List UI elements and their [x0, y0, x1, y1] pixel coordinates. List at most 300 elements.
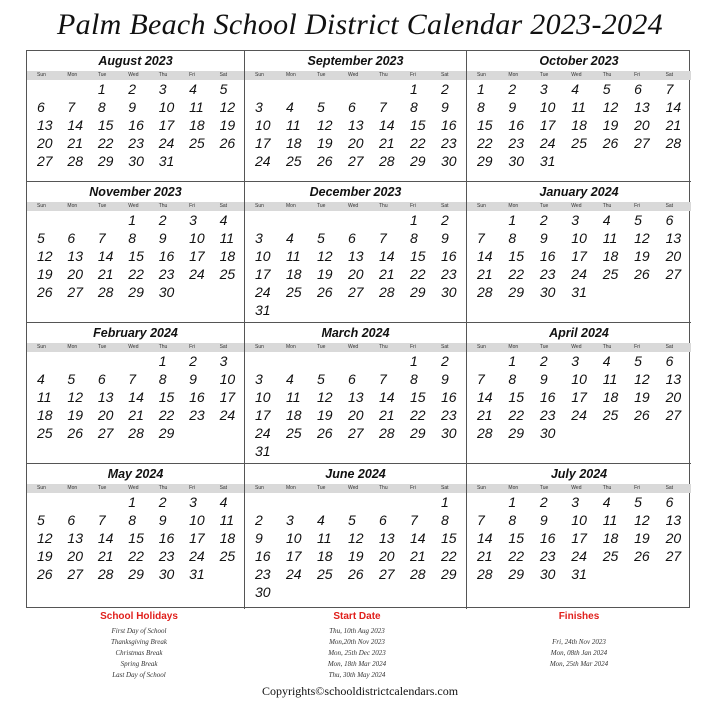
weekday-label: Mon [67, 344, 78, 350]
day-grid [245, 352, 466, 460]
day-cell: 22 [128, 548, 144, 564]
day-cell: 9 [441, 230, 449, 246]
day-grid [467, 80, 691, 170]
day-cell: 28 [128, 425, 144, 441]
day-cell: 19 [317, 135, 333, 151]
empty-day-cell [309, 493, 340, 511]
weekday-label: Fri [410, 485, 416, 491]
day-cell: 29 [410, 425, 426, 441]
day-cell: 14 [379, 248, 395, 264]
day-cell: 2 [128, 81, 137, 97]
weekday-label: Sat [219, 72, 228, 78]
weekday-label: Mon [508, 72, 519, 78]
calendar-grid [26, 50, 690, 608]
empty-day-cell [340, 352, 371, 370]
weekday-label: Sat [441, 203, 449, 209]
day-cell: 18 [219, 248, 236, 264]
day-cell: 4 [286, 230, 294, 246]
day-cell: 30 [158, 566, 175, 582]
holidays-column [64, 610, 214, 681]
day-cell: 17 [539, 117, 556, 133]
day-cell: 29 [508, 284, 524, 300]
day-cell: 2 [158, 212, 167, 228]
copyright: Copyrights©schooldistrictcalendars.com [261, 684, 459, 698]
start-date-item: Thu, 10th Aug 2023 [329, 627, 385, 635]
day-cell: 16 [539, 248, 556, 264]
day-cell: 16 [255, 548, 271, 564]
day-cell: 10 [539, 99, 556, 115]
month-title: December 2023 [309, 185, 402, 199]
day-cell: 16 [189, 389, 205, 405]
day-cell: 9 [441, 99, 449, 115]
weekday-label: Wed [571, 203, 582, 209]
day-cell: 4 [286, 99, 294, 115]
day-cell: 3 [571, 494, 580, 510]
day-cell: 30 [255, 584, 271, 600]
day-cell: 22 [410, 266, 426, 282]
day-cell: 14 [410, 530, 426, 546]
day-cell: 3 [255, 99, 263, 115]
day-cell: 29 [410, 284, 426, 300]
day-cell: 17 [219, 389, 236, 405]
day-cell: 13 [665, 230, 682, 246]
month-block [245, 51, 467, 182]
day-cell: 25 [602, 407, 619, 423]
empty-day-cell [29, 352, 59, 370]
weekday-label: Tue [97, 72, 107, 78]
day-cell: 7 [477, 371, 485, 387]
day-cell: 16 [441, 117, 457, 133]
finish-date-item: Fri, 24th Nov 2023 [552, 638, 606, 646]
day-cell: 18 [286, 135, 302, 151]
weekday-label: Mon [508, 485, 519, 491]
day-cell: 3 [219, 353, 228, 369]
day-cell: 24 [571, 266, 587, 282]
day-cell: 15 [508, 248, 524, 264]
day-cell: 1 [410, 353, 418, 369]
day-cell: 10 [286, 530, 302, 546]
weekday-label: Sun [37, 344, 46, 350]
day-cell: 5 [602, 81, 611, 97]
day-cell: 11 [602, 230, 618, 246]
day-cell: 25 [571, 135, 587, 151]
empty-day-cell [402, 493, 433, 511]
weekday-label: Sun [37, 72, 46, 78]
weekday-label: Mon [67, 72, 78, 78]
weekday-label: Thu [602, 72, 612, 78]
day-cell: 19 [67, 407, 83, 423]
empty-day-cell [469, 493, 500, 511]
day-cell: 9 [158, 512, 167, 528]
empty-day-cell [29, 211, 59, 229]
month-title: October 2023 [539, 54, 619, 68]
day-cell: 22 [97, 135, 114, 151]
day-cell: 23 [189, 407, 205, 423]
day-cell: 19 [634, 530, 650, 546]
day-cell: 1 [97, 81, 106, 97]
day-cell: 17 [189, 530, 205, 546]
empty-day-cell [247, 80, 278, 98]
day-cell: 16 [128, 117, 144, 133]
day-cell: 13 [348, 389, 364, 405]
weekday-label: Wed [128, 203, 139, 209]
day-cell: 20 [67, 266, 83, 282]
day-cell: 24 [189, 548, 205, 564]
day-cell: 10 [219, 371, 236, 387]
day-cell: 26 [67, 425, 83, 441]
day-cell: 27 [379, 566, 395, 582]
day-cell: 30 [441, 153, 457, 169]
day-cell: 28 [67, 153, 83, 169]
day-cell: 7 [665, 81, 674, 97]
weekday-label: Fri [410, 72, 416, 78]
day-cell: 5 [67, 371, 76, 387]
day-cell: 10 [189, 512, 205, 528]
day-cell: 9 [189, 371, 197, 387]
day-cell: 25 [286, 284, 302, 300]
weekday-label: Sat [665, 344, 674, 350]
day-cell: 7 [410, 512, 418, 528]
day-cell: 24 [255, 284, 271, 300]
day-cell: 30 [158, 284, 175, 300]
month-block [245, 323, 467, 464]
day-cell: 13 [97, 389, 114, 405]
day-cell: 23 [255, 566, 271, 582]
day-cell: 6 [67, 230, 76, 246]
day-cell: 8 [158, 371, 167, 387]
day-cell: 24 [189, 266, 205, 282]
day-cell: 9 [508, 99, 517, 115]
day-cell: 19 [317, 407, 333, 423]
day-cell: 25 [219, 266, 236, 282]
day-cell: 4 [219, 212, 228, 228]
day-cell: 20 [97, 407, 114, 423]
day-cell: 21 [379, 135, 395, 151]
weekday-header [467, 484, 691, 493]
day-cell: 29 [128, 284, 144, 300]
day-cell: 21 [97, 548, 114, 564]
day-cell: 19 [348, 548, 364, 564]
day-cell: 19 [219, 117, 236, 133]
finishes-column [504, 610, 654, 670]
day-cell: 2 [441, 81, 449, 97]
day-cell: 11 [37, 389, 52, 405]
day-cell: 17 [286, 548, 302, 564]
day-cell: 21 [477, 548, 493, 564]
day-cell: 8 [508, 512, 517, 528]
day-cell: 25 [602, 548, 619, 564]
day-cell: 20 [634, 117, 650, 133]
day-cell: 30 [539, 284, 556, 300]
day-cell: 23 [441, 407, 457, 423]
day-cell: 4 [317, 512, 325, 528]
day-cell: 8 [97, 99, 106, 115]
weekday-label: Fri [410, 344, 416, 350]
empty-day-cell [59, 352, 89, 370]
day-cell: 11 [189, 99, 204, 115]
day-cell: 29 [441, 566, 457, 582]
day-cell: 26 [37, 566, 53, 582]
empty-day-cell [278, 352, 309, 370]
day-cell: 21 [410, 548, 426, 564]
weekday-label: Thu [379, 203, 388, 209]
day-cell: 14 [67, 117, 83, 133]
day-cell: 14 [379, 117, 395, 133]
month-block [27, 323, 245, 464]
day-cell: 16 [158, 248, 175, 264]
day-cell: 3 [158, 81, 167, 97]
weekday-label: Thu [602, 203, 612, 209]
day-cell: 7 [97, 230, 106, 246]
empty-day-cell [469, 211, 500, 229]
day-cell: 16 [441, 248, 457, 264]
day-cell: 10 [571, 371, 587, 387]
weekday-header [245, 484, 466, 493]
day-cell: 17 [255, 135, 271, 151]
weekday-label: Thu [379, 72, 388, 78]
empty-day-cell [371, 80, 402, 98]
holiday-item: Spring Break [120, 660, 158, 668]
day-cell: 12 [602, 99, 619, 115]
day-cell: 18 [286, 266, 302, 282]
day-cell: 14 [477, 248, 493, 264]
day-cell: 9 [441, 371, 449, 387]
day-cell: 19 [634, 248, 650, 264]
day-cell: 10 [158, 99, 175, 115]
day-cell: 31 [255, 443, 271, 459]
weekday-label: Sun [477, 72, 486, 78]
weekday-label: Mon [67, 203, 78, 209]
empty-day-cell [247, 211, 278, 229]
finish-date-item: Mon, 08th Jan 2024 [550, 649, 608, 657]
weekday-label: Wed [348, 344, 359, 350]
weekday-label: Wed [348, 485, 359, 491]
day-cell: 1 [508, 212, 517, 228]
day-cell: 7 [477, 512, 485, 528]
day-cell: 5 [317, 371, 325, 387]
day-cell: 26 [634, 407, 650, 423]
day-cell: 2 [158, 494, 167, 510]
day-cell: 25 [286, 153, 302, 169]
month-block [467, 464, 691, 609]
day-cell: 6 [67, 512, 76, 528]
day-cell: 20 [348, 266, 364, 282]
day-cell: 27 [665, 407, 682, 423]
day-cell: 17 [255, 407, 271, 423]
weekday-label: Thu [379, 344, 388, 350]
day-cell: 3 [255, 371, 263, 387]
holiday-item: First Day of School [111, 627, 167, 635]
day-cell: 6 [634, 81, 642, 97]
empty-day-cell [247, 493, 278, 511]
day-cell: 2 [441, 353, 449, 369]
day-cell: 17 [189, 248, 205, 264]
day-cell: 14 [477, 530, 493, 546]
day-cell: 20 [665, 248, 682, 264]
day-cell: 10 [255, 117, 271, 133]
day-cell: 13 [348, 117, 364, 133]
day-cell: 15 [508, 389, 524, 405]
page-title: Palm Beach School District Calendar 2023-2024 [57, 8, 663, 41]
start-date-header: Start Date [333, 611, 381, 622]
month-title: January 2024 [539, 185, 619, 199]
day-cell: 3 [539, 81, 548, 97]
month-block [245, 182, 467, 323]
weekday-header [27, 484, 244, 493]
weekday-label: Fri [189, 72, 195, 78]
day-cell: 2 [508, 81, 517, 97]
day-cell: 27 [67, 566, 83, 582]
weekday-label: Sun [37, 203, 46, 209]
weekday-label: Fri [634, 485, 640, 491]
weekday-label: Fri [634, 344, 640, 350]
day-cell: 28 [410, 566, 426, 582]
empty-day-cell [90, 352, 120, 370]
day-cell: 26 [317, 153, 333, 169]
weekday-label: Sat [219, 203, 228, 209]
day-cell: 6 [37, 99, 45, 115]
day-cell: 14 [665, 99, 682, 115]
day-cell: 13 [665, 371, 682, 387]
weekday-header [245, 202, 466, 211]
day-cell: 23 [539, 407, 556, 423]
day-cell: 20 [37, 135, 53, 151]
weekday-label: Tue [317, 203, 326, 209]
day-cell: 24 [255, 425, 271, 441]
day-cell: 8 [410, 371, 418, 387]
weekday-label: Tue [97, 485, 107, 491]
day-cell: 15 [410, 389, 426, 405]
day-cell: 26 [348, 566, 364, 582]
day-cell: 22 [508, 548, 524, 564]
day-cell: 10 [189, 230, 205, 246]
day-cell: 22 [410, 135, 426, 151]
day-cell: 15 [477, 117, 493, 133]
empty-day-cell [59, 80, 89, 98]
day-cell: 18 [37, 407, 53, 423]
day-cell: 13 [37, 117, 53, 133]
day-cell: 7 [67, 99, 76, 115]
day-cell: 12 [37, 248, 53, 264]
day-cell: 19 [37, 266, 53, 282]
day-cell: 8 [410, 99, 418, 115]
weekday-header [467, 71, 691, 80]
day-cell: 12 [317, 248, 333, 264]
day-cell: 23 [128, 135, 144, 151]
empty-day-cell [59, 493, 89, 511]
day-cell: 15 [441, 530, 457, 546]
day-cell: 31 [571, 284, 587, 300]
month-title: March 2024 [321, 326, 390, 340]
day-cell: 5 [219, 81, 228, 97]
finishes-header: Finishes [558, 611, 600, 622]
day-cell: 27 [37, 153, 53, 169]
empty-day-cell [469, 352, 500, 370]
day-cell: 28 [477, 284, 493, 300]
day-cell: 18 [219, 530, 236, 546]
day-cell: 5 [634, 353, 642, 369]
day-cell: 5 [348, 512, 356, 528]
day-cell: 4 [602, 212, 611, 228]
day-cell: 2 [441, 212, 449, 228]
day-cell: 7 [477, 230, 485, 246]
day-cell: 11 [571, 99, 586, 115]
day-cell: 7 [97, 512, 106, 528]
day-cell: 15 [410, 117, 426, 133]
day-cell: 30 [441, 425, 457, 441]
day-cell: 17 [571, 248, 587, 264]
day-cell: 25 [37, 425, 53, 441]
holiday-item: Last Day of School [112, 671, 166, 679]
weekday-label: Sat [219, 485, 228, 491]
day-cell: 27 [665, 266, 682, 282]
month-title: July 2024 [550, 467, 608, 481]
day-cell: 3 [286, 512, 294, 528]
day-grid [27, 211, 244, 301]
empty-day-cell [278, 80, 309, 98]
day-cell: 24 [158, 135, 175, 151]
month-block [27, 51, 245, 182]
empty-day-cell [90, 211, 120, 229]
month-title: June 2024 [325, 467, 386, 481]
weekday-label: Sat [219, 344, 228, 350]
day-cell: 4 [571, 81, 580, 97]
day-cell: 9 [539, 512, 548, 528]
day-cell: 11 [602, 512, 618, 528]
day-cell: 30 [128, 153, 144, 169]
day-cell: 9 [539, 230, 548, 246]
day-cell: 4 [286, 371, 294, 387]
day-cell: 23 [508, 135, 524, 151]
day-cell: 26 [317, 284, 333, 300]
day-cell: 5 [634, 212, 642, 228]
day-cell: 5 [634, 494, 642, 510]
month-title: September 2023 [307, 54, 404, 68]
day-cell: 20 [348, 407, 364, 423]
empty-day-cell [340, 211, 371, 229]
day-cell: 3 [571, 353, 580, 369]
weekday-header [467, 202, 691, 211]
weekday-label: Wed [348, 72, 359, 78]
day-cell: 10 [571, 230, 587, 246]
day-grid [27, 352, 244, 442]
day-cell: 3 [255, 230, 263, 246]
weekday-label: Wed [571, 72, 582, 78]
day-cell: 1 [410, 212, 418, 228]
day-cell: 2 [189, 353, 197, 369]
weekday-label: Mon [286, 344, 296, 350]
day-cell: 31 [189, 566, 205, 582]
start-date-item: Mon, 18th Mar 2024 [327, 660, 387, 668]
month-block [467, 51, 691, 182]
weekday-label: Tue [97, 344, 107, 350]
weekday-label: Sat [665, 72, 674, 78]
weekday-label: Sat [665, 485, 674, 491]
day-cell: 30 [539, 425, 556, 441]
day-cell: 28 [477, 566, 493, 582]
weekday-header [467, 343, 691, 352]
day-cell: 28 [665, 135, 682, 151]
day-cell: 11 [286, 248, 301, 264]
holidays-header: School Holidays [100, 611, 178, 622]
day-cell: 28 [477, 425, 493, 441]
day-cell: 22 [158, 407, 175, 423]
month-title: April 2024 [549, 326, 609, 340]
day-cell: 13 [67, 530, 83, 546]
day-cell: 15 [128, 530, 144, 546]
weekday-header [27, 343, 244, 352]
day-cell: 13 [665, 512, 682, 528]
